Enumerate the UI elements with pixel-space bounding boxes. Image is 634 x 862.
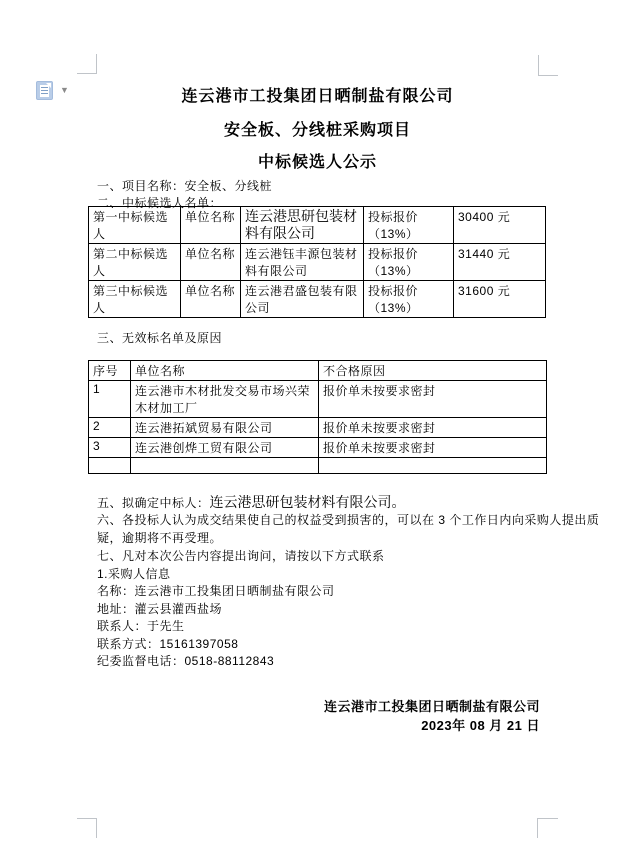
footer-date: 2023年 08 月 21 日 (421, 718, 540, 733)
unit-name-label: 单位名称 (181, 244, 241, 281)
buyer-address: 地址：灌云县灌西盐场 (97, 602, 223, 616)
invalid-bid-company: 连云港市木材批发交易市场兴荣木材加工厂 (131, 381, 319, 418)
bid-price-value: 31600 元 (454, 281, 546, 318)
paste-options-icon[interactable] (36, 81, 53, 100)
invalid-bid-no: 1 (89, 381, 131, 418)
header-no: 序号 (89, 361, 131, 381)
title-company: 连云港市工投集团日晒制盐有限公司 (181, 88, 454, 105)
invalid-bid-reason: 报价单未按要求密封 (319, 438, 547, 458)
unit-name-label: 单位名称 (181, 281, 241, 318)
invalid-bid-no: 3 (89, 438, 131, 458)
proposed-winner-label: 五、拟确定中标人： (97, 496, 210, 510)
unit-name-label: 单位名称 (181, 207, 241, 244)
paste-options-button[interactable] (34, 80, 76, 102)
table-row (89, 281, 546, 318)
candidates-table (88, 206, 546, 318)
invalid-bid-company: 连云港创烨工贸有限公司 (131, 438, 319, 458)
invalid-bid-reason: 报价单未按要求密封 (319, 418, 547, 438)
invalid-bid-reason (319, 458, 547, 474)
buyer-contact-person: 联系人：于先生 (97, 619, 185, 633)
section-project-name: 一、项目名称：安全板、分线桩 (97, 179, 273, 193)
candidate-rank: 第一中标候选人 (89, 207, 181, 244)
section-invalid-bids-heading: 三、无效标名单及原因 (97, 331, 223, 345)
table-row (89, 438, 547, 458)
candidate-company: 连云港钰丰源包装材料有限公司 (241, 244, 364, 281)
invalid-bid-reason: 报价单未按要求密封 (319, 381, 547, 418)
invalid-bid-company (131, 458, 319, 474)
invalid-bid-no (89, 458, 131, 474)
buyer-supervision-phone: 纪委监督电话：0518-88112843 (97, 654, 275, 668)
invalid-bid-company: 连云港拓斌贸易有限公司 (131, 418, 319, 438)
table-row (89, 381, 547, 418)
section-objection-line2: 疑，逾期将不再受理。 (97, 531, 223, 545)
footer-company: 连云港市工投集团日晒制盐有限公司 (323, 699, 540, 714)
section-candidate-list-heading: 二、中标候选人名单： (97, 196, 223, 210)
header-company: 单位名称 (131, 361, 319, 381)
buyer-name: 名称：连云港市工投集团日晒制盐有限公司 (97, 584, 335, 598)
cropmark-bottom-left (77, 818, 97, 819)
section-contact-heading: 七、凡对本次公告内容提出询问，请按以下方式联系 (97, 549, 385, 563)
invalid-bids-table (88, 360, 547, 474)
bid-price-label: 投标报价（13%） (364, 207, 454, 244)
cropmark-top-right (538, 75, 558, 76)
table-row (89, 418, 547, 438)
cropmark-bottom-right (538, 818, 558, 819)
bid-price-value: 31440 元 (454, 244, 546, 281)
candidate-rank: 第二中标候选人 (89, 244, 181, 281)
title-project: 安全板、分线桩采购项目 (223, 122, 411, 139)
table-row-empty (89, 458, 547, 474)
title-announcement: 中标候选人公示 (257, 154, 377, 171)
section-objection-line1: 六、各投标人认为成交结果使自己的权益受到损害的，可以在 3 个工作日内向采购人提出质 (97, 513, 600, 527)
bid-price-label: 投标报价（13%） (364, 244, 454, 281)
cropmark-top-right (538, 55, 539, 75)
candidate-rank: 第三中标候选人 (89, 281, 181, 318)
bid-price-label: 投标报价（13%） (364, 281, 454, 318)
bid-price-value: 30400 元 (454, 207, 546, 244)
candidate-company: 连云港思研包装材料有限公司 (241, 207, 364, 244)
section-proposed-winner (97, 492, 406, 512)
table-row (89, 244, 546, 281)
chevron-down-icon[interactable]: ▼ (60, 85, 69, 95)
buyer-info-heading: 1.采购人信息 (97, 567, 171, 581)
cropmark-bottom-right (537, 818, 538, 838)
table-row (89, 207, 546, 244)
proposed-winner-company: 连云港思研包装材料有限公司。 (209, 494, 406, 510)
cropmark-bottom-left (96, 818, 97, 838)
candidate-company: 连云港君盛包装有限公司 (241, 281, 364, 318)
cropmark-top-left (96, 54, 97, 74)
cropmark-top-left (77, 73, 97, 74)
header-reason: 不合格原因 (319, 361, 547, 381)
table-header-row (89, 361, 547, 381)
invalid-bid-no: 2 (89, 418, 131, 438)
buyer-contact-phone: 联系方式：15161397058 (97, 637, 239, 651)
